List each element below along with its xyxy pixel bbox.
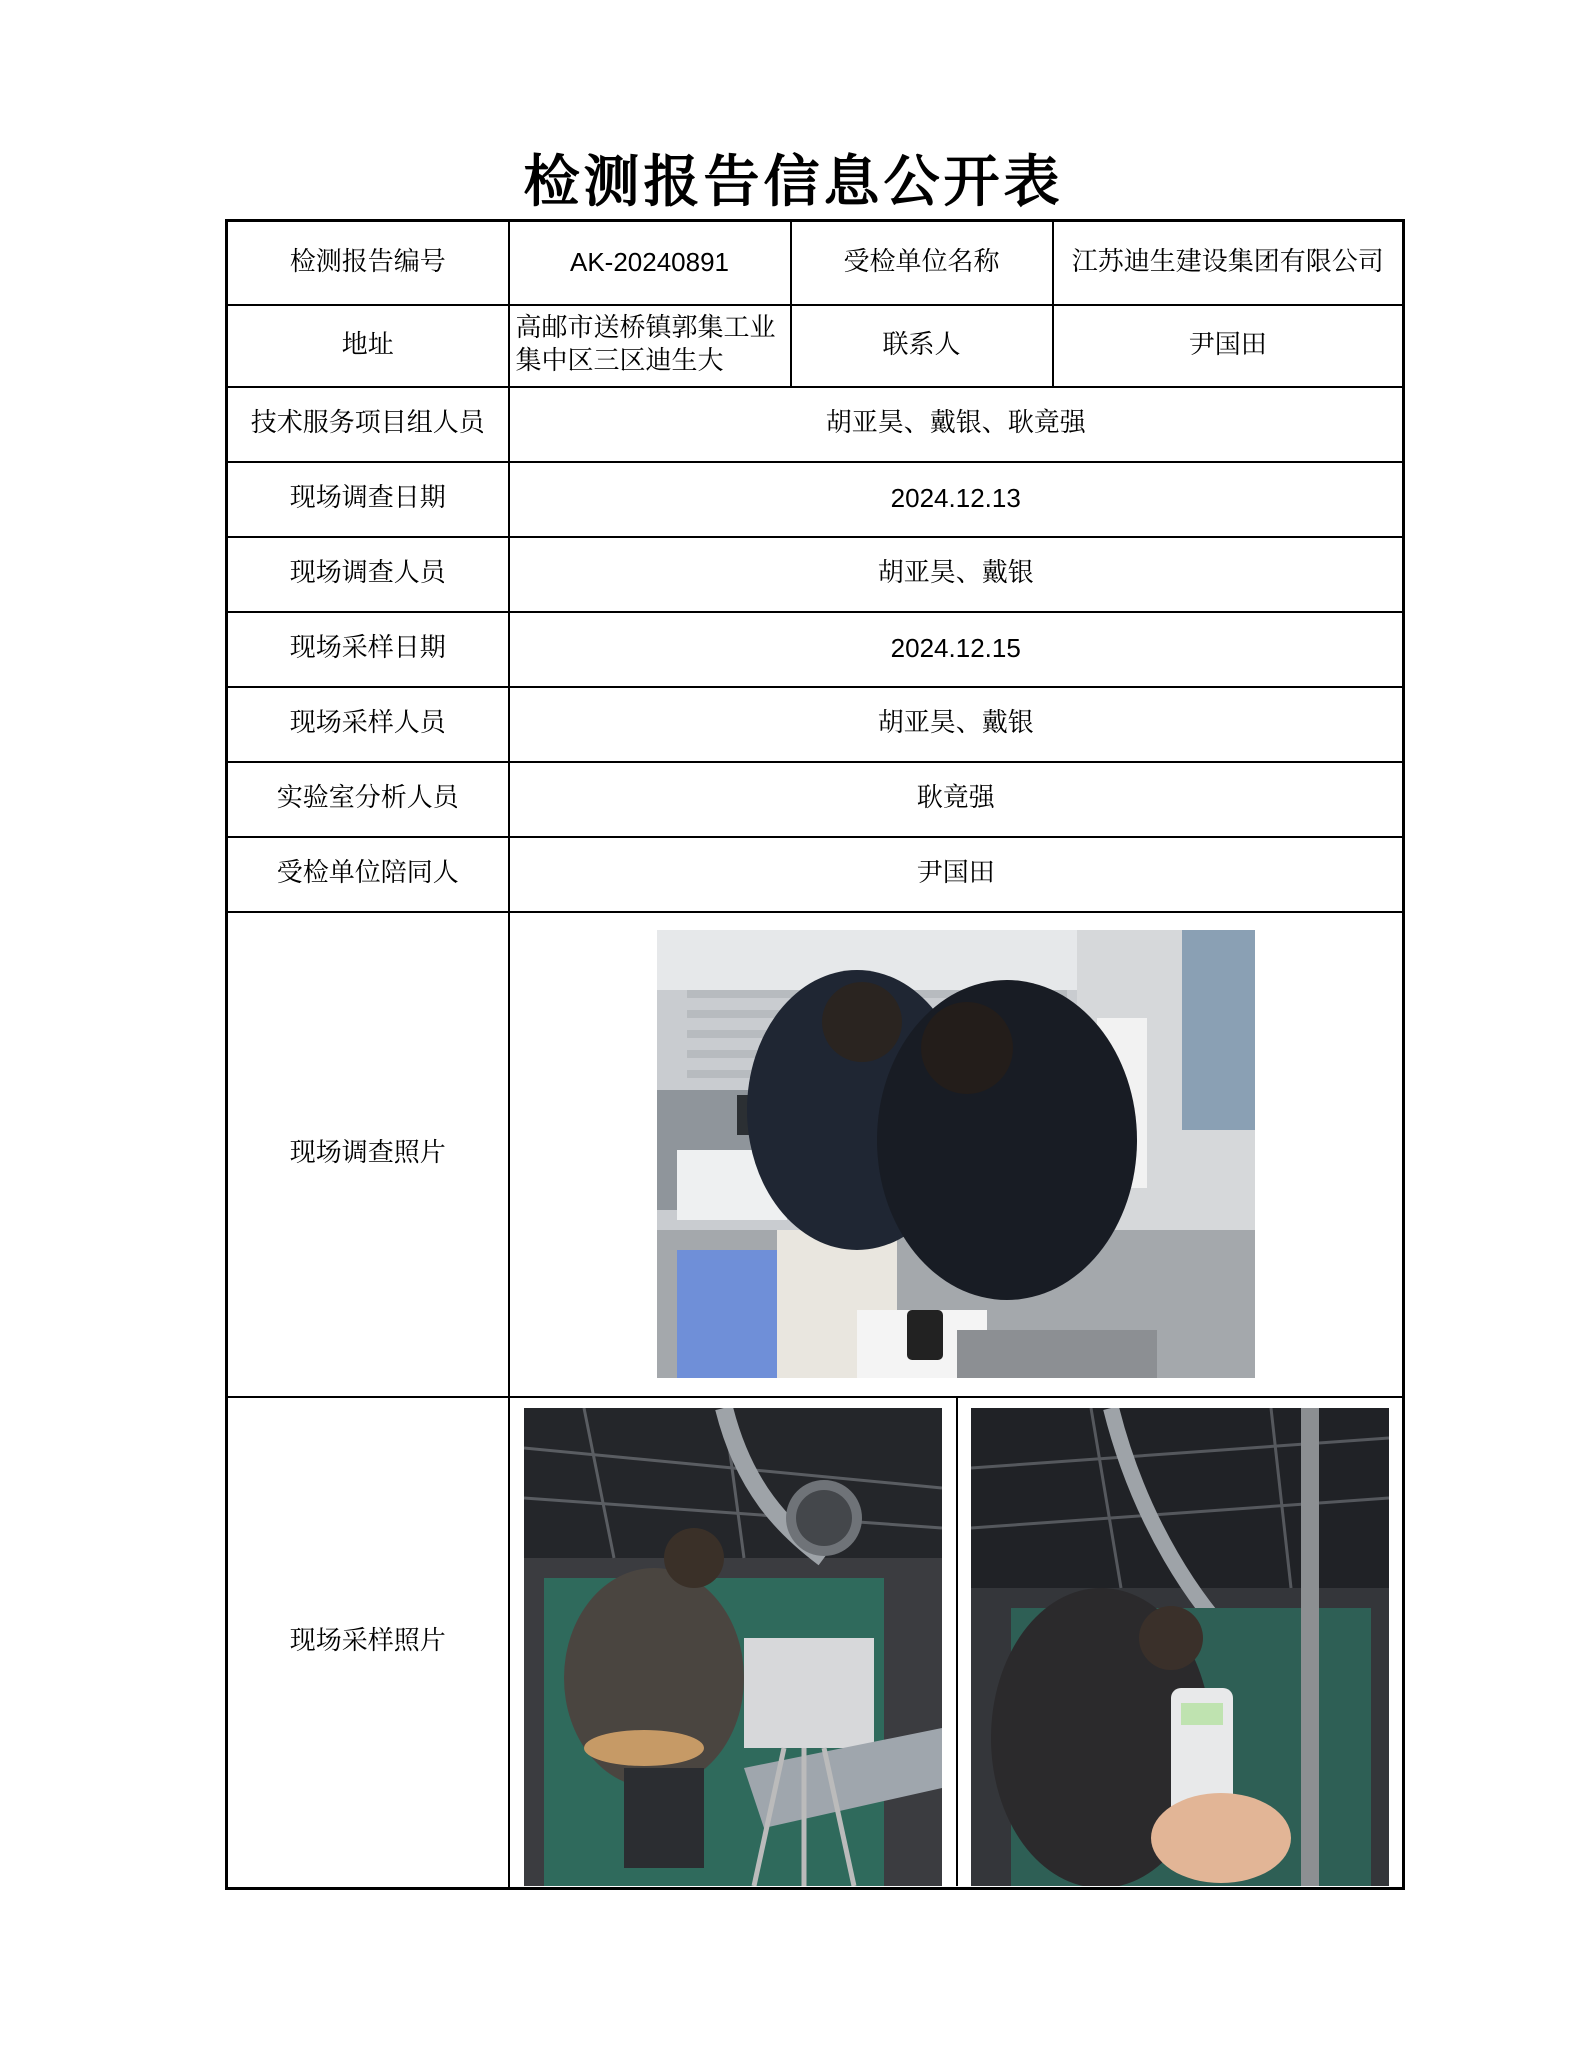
unit-name-label: 受检单位名称 [791, 221, 1053, 305]
sampling-photo-cell [509, 1397, 1404, 1889]
sampling-photo-left [524, 1408, 942, 1886]
contact-label: 联系人 [791, 305, 1053, 387]
sampling-photo-right [971, 1408, 1389, 1886]
survey-date-label: 现场调查日期 [227, 462, 509, 537]
escort-value: 尹国田 [509, 837, 1404, 912]
address-value: 高邮市送桥镇郭集工业集中区三区迪生大 [515, 312, 776, 377]
table-row [227, 837, 1404, 912]
table-row [227, 612, 1404, 687]
contact-value: 尹国田 [1053, 305, 1404, 387]
team-label: 技术服务项目组人员 [227, 387, 509, 462]
survey-date-value: 2024.12.13 [509, 462, 1404, 537]
escort-label: 受检单位陪同人 [227, 837, 509, 912]
table-row [227, 912, 1404, 1397]
table-row [227, 687, 1404, 762]
sampling-staff-label: 现场采样人员 [227, 687, 509, 762]
report-table [225, 219, 1405, 1890]
sampling-date-value: 2024.12.15 [509, 612, 1404, 687]
office-scene-image [657, 930, 1255, 1378]
table-row [227, 387, 1404, 462]
worker-sampling-image [524, 1408, 942, 1886]
sampling-staff-value: 胡亚昊、戴银 [509, 687, 1404, 762]
team-value: 胡亚昊、戴银、耿竟强 [509, 387, 1404, 462]
table-row [227, 762, 1404, 837]
table-row [227, 1397, 1404, 1889]
lab-staff-value: 耿竟强 [509, 762, 1404, 837]
report-no-value: AK-20240891 [509, 221, 791, 305]
survey-staff-label: 现场调查人员 [227, 537, 509, 612]
table-row [227, 537, 1404, 612]
page-title: 检测报告信息公开表 [523, 150, 1064, 215]
survey-staff-value: 胡亚昊、戴银 [509, 537, 1404, 612]
table-row [227, 221, 1404, 305]
survey-photo-label: 现场调查照片 [227, 912, 509, 1397]
sampling-date-label: 现场采样日期 [227, 612, 509, 687]
noise-meter-image [971, 1408, 1389, 1886]
table-row [227, 305, 1404, 387]
sampling-photo-label: 现场采样照片 [227, 1397, 509, 1889]
table-row [227, 462, 1404, 537]
address-label: 地址 [227, 305, 509, 387]
unit-name-value: 江苏迪生建设集团有限公司 [1053, 221, 1404, 305]
survey-photo-cell [509, 912, 1404, 1397]
lab-staff-label: 实验室分析人员 [227, 762, 509, 837]
report-no-label: 检测报告编号 [227, 221, 509, 305]
address-cell [509, 305, 791, 387]
photo-divider [956, 1398, 958, 1886]
survey-photo [657, 930, 1255, 1378]
